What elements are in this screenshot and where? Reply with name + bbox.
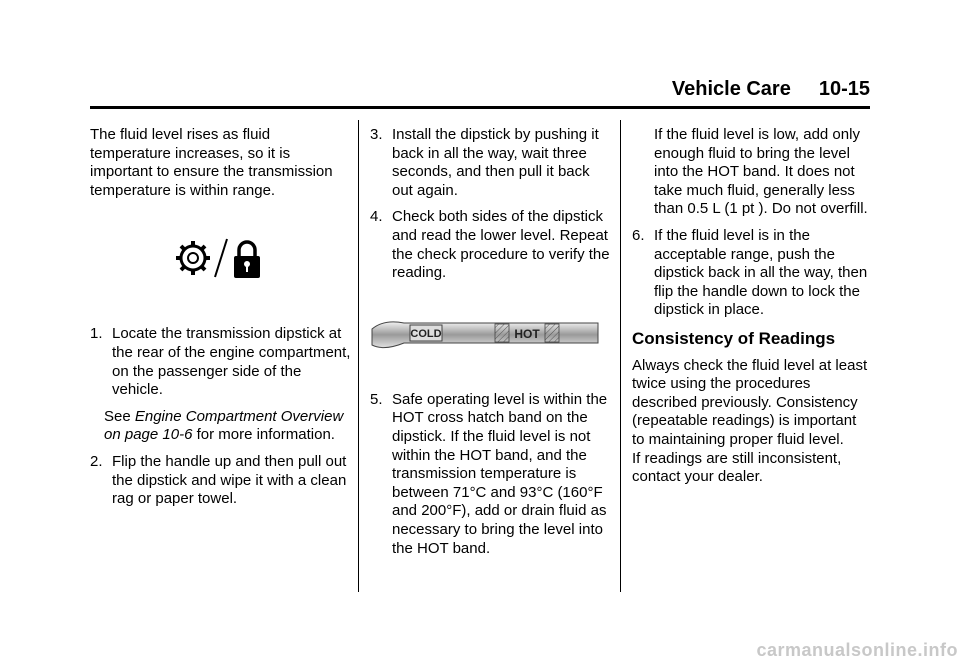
transmission-lock-symbol: [90, 210, 352, 305]
see-reference: See Engine Compartment Overview on page 10-6 for more information.: [104, 407, 344, 444]
step-6: 6. If the fluid level is in the acceptable range, push the dipstick back in all the way, then flip the handle down to lock the dipstick in place.: [632, 226, 868, 319]
column-divider: [358, 120, 359, 592]
dipstick-illustration: [370, 291, 610, 381]
section-heading: Consistency of Readings: [632, 328, 836, 348]
column-divider: [620, 120, 621, 592]
step-4: 4. Check both sides of the dipstick and read the lower level. Repeat the check procedure to verify the reading.: [370, 208, 610, 282]
consistency-paragraph: Always check the fluid level at least twice using the procedures described previously. Consistency (repeatable readings) is important to maintaining proper fluid level.: [632, 356, 868, 448]
watermark: carmanualsonline.info: [756, 640, 958, 660]
column-1: [90, 126, 352, 517]
gear-lock-icon: [171, 233, 271, 283]
page-header: [90, 78, 870, 109]
hot-label: HOT: [514, 326, 540, 341]
page-number: 10-15: [818, 78, 870, 100]
step-3: 3. Install the dipstick by pushing it back in all the way, wait three seconds, and then pull it back out again.: [370, 126, 599, 199]
step-5-continued: If the fluid level is low, add only enough fluid to bring the level into the HOT band. It does not take much fluid, generally less than 0.5 L (1 pt ). Do not overfill.: [654, 126, 868, 218]
step-1: 1. Locate the transmission dipstick at the rear of the engine compartment, on the passenger side of the vehicle.: [90, 325, 351, 399]
column-3: [632, 126, 872, 495]
section-title: Vehicle Care: [671, 78, 791, 100]
cross-reference-link[interactable]: Engine Compartment Overview on page 10-6: [104, 407, 344, 444]
intro-paragraph: The fluid level rises as fluid temperature increases, so it is important to ensure the transmission temperature is within range.: [90, 126, 333, 199]
dealer-paragraph: If readings are still inconsistent, contact your dealer.: [632, 449, 842, 486]
step-2: 2. Flip the handle up and then pull out the dipstick and wipe it with a clean rag or paper towel.: [90, 452, 347, 508]
step-5: 5. Safe operating level is within the HOT cross hatch band on the dipstick. If the fluid level is not within the HOT band, and the transmission temperature is between 71°C and 93°C (160°F and 200°F), add or drain fluid as necessary to bring the level into the HOT band.: [370, 390, 608, 557]
cold-label: COLD: [410, 327, 442, 340]
column-2: [370, 126, 610, 566]
dipstick-icon: [370, 311, 600, 361]
